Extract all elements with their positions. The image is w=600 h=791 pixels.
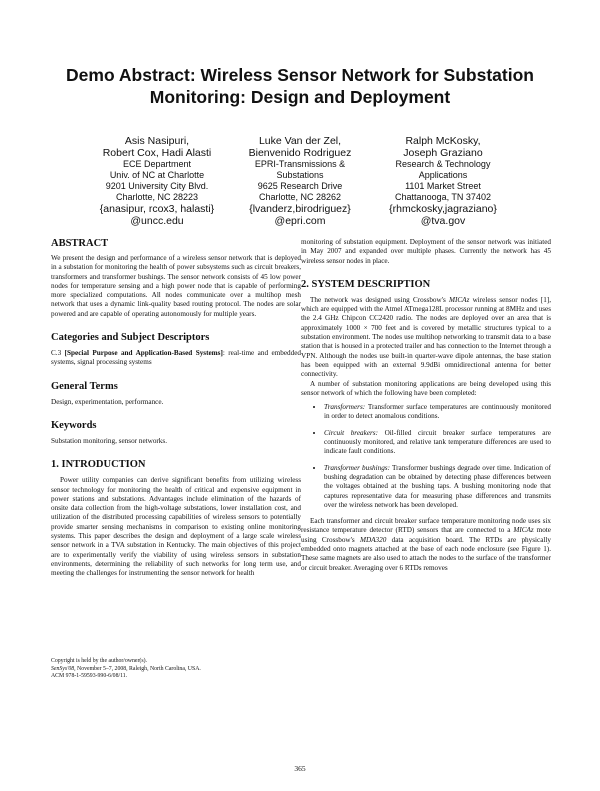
copyright-footnote: Copyright is held by the author/owner(s). SenSys'08, November 5–7, 2008, Raleigh, North Carolina, USA. ACM 978-1-59593-990-6/08/11. (51, 658, 201, 680)
system-paragraph-2: A number of substation monitoring applications are being developed using this sensor network of which the following have been completed: (301, 379, 551, 397)
system-paragraph-3: Each transformer and circuit breaker surface temperature monitoring node uses six resistance temperature detector (RTD) sensors that are connected to a MICAz mote using Crossbow's MDA320 data acquisition board. The RTDs are physically embedded onto magnets attached at the base of each node enclosure (see Figure 1). These same magnets are also used to attach the nodes to the surface of the transformer or circuit breaker. Averaging over 6 RTDs removes (301, 517, 551, 572)
paper-title: Demo Abstract: Wireless Sensor Network for Substation Monitoring: Design and Deployment (66, 65, 534, 107)
left-column (51, 238, 301, 579)
abstract-heading: ABSTRACT (51, 238, 109, 249)
author-block-epri: Luke Van der Zel, Bienvenido Rodriguez EPRI-Transmissions & Substations 9625 Research Drive Charlotte, NC 28262 {lvanderz,birodriguez} @epri.com (248, 135, 352, 227)
page-number: 365 (294, 764, 306, 773)
system-paragraph-1: The network was designed using Crossbow's MICAz wireless sensor nodes [1], which are equipped with the Atmel ATmega128L processor running at 8MHz and uses the 2.4 GHz Chipcon CC2420 radio. The nodes are deployed over an area that is approximately 1000 × 700 feet and is covered by metallic structures typical to a substation environment. The nodes use multihop networking to transmit data to a base station that is housed in a protected trailer and has connection to the Internet through a VPN. Although the nodes use built-in quarter-wave dipole antennas, the base station has been equipped with an external 9.9dBi omnidirectional antenna for better connectivity. (301, 295, 551, 379)
introduction-heading: 1. INTRODUCTION (51, 459, 146, 471)
categories-heading: Categories and Subject Descriptors (51, 332, 210, 344)
list-item: • Circuit breakers: Oil-filled circuit breaker surface temperatures are continuously monitored, and relative tank temperature differences are used to indicate fault conditions. (324, 429, 551, 457)
list-item: • Transformers: Transformer surface temperatures are continuously monitored in order to detect anomalous conditions. (324, 403, 551, 422)
list-item: • Transformer bushings: Transformer bushings degrade over time. Indication of bushing degradation can be obtained by detecting phase differences between the voltages obtained at the bushing taps. A bushing monitoring node that captures representative data for measuring phase differences and transmits over the wireless network has been developed. (324, 464, 551, 510)
author-block-tva: Ralph McKosky, Joseph Graziano Research & Technology Applications 1101 Market Street Chattanooga, TN 37402 {rhmckosky,jagraziano} @tva.gov (389, 135, 497, 227)
introduction-text: Power utility companies can derive significant benefits from utilizing wireless sensor technology for monitoring the health of critical and expensive equipment in power stations and substations. Advantages include elimination of the hazards of onsite data collection from the high-voltage substations, lower installation cost, and utilization of the distributed processing capabilities of wireless sensors to potentially provide smarter sensing mechanisms in comparison to existing online monitoring systems. This paper describes the design and deployment of a large scale wireless sensor network in a TVA substation in Kentucky. The main objectives of this project are to experimentally verify the viability of using wireless sensors in substation environments, determining the reliability of such networks for long term use, and meeting the challenges for instrumenting the sensor network for health (51, 476, 301, 578)
introduction-text-continued: monitoring of substation equipment. Deployment of the sensor network was initiated in May 2007 and expanded over multiple phases. Currently the network has 45 wireless sensor nodes in place. (301, 238, 551, 265)
abstract-text: We present the design and performance of a wireless sensor network that is deployed in a substation for monitoring the health of power subsystems such as circuit breakers, transformers and transformer bushings. The sensor network consists of 45 low power nodes for temperature sensing and a high power node that is capable of performing more specialized computations. All nodes communicate over a multihop mesh network that uses a dynamic link-quality based routing protocol. The nodes are solar powered and are capable of operating autonomously for multiple years. (51, 254, 301, 318)
general-terms-heading: General Terms (51, 380, 118, 392)
keywords-heading: Keywords (51, 419, 97, 431)
general-terms-text: Design, experimentation, performance. (51, 397, 164, 406)
right-column (301, 238, 551, 573)
system-description-heading: 2. SYSTEM DESCRIPTION (301, 278, 431, 290)
keywords-text: Substation monitoring, sensor networks. (51, 436, 167, 445)
application-list (301, 403, 551, 510)
categories-text: C.3 [Special Purpose and Application-Based Systems]: real-time and embedded systems, signal processing systems (51, 349, 301, 367)
author-block-uncc: Asis Nasipuri, Robert Cox, Hadi Alasti ECE Department Univ. of NC at Charlotte 9201 University City Blvd. Charlotte, NC 28223 {anasipur, rcox3, halasti} @uncc.edu (99, 135, 215, 227)
